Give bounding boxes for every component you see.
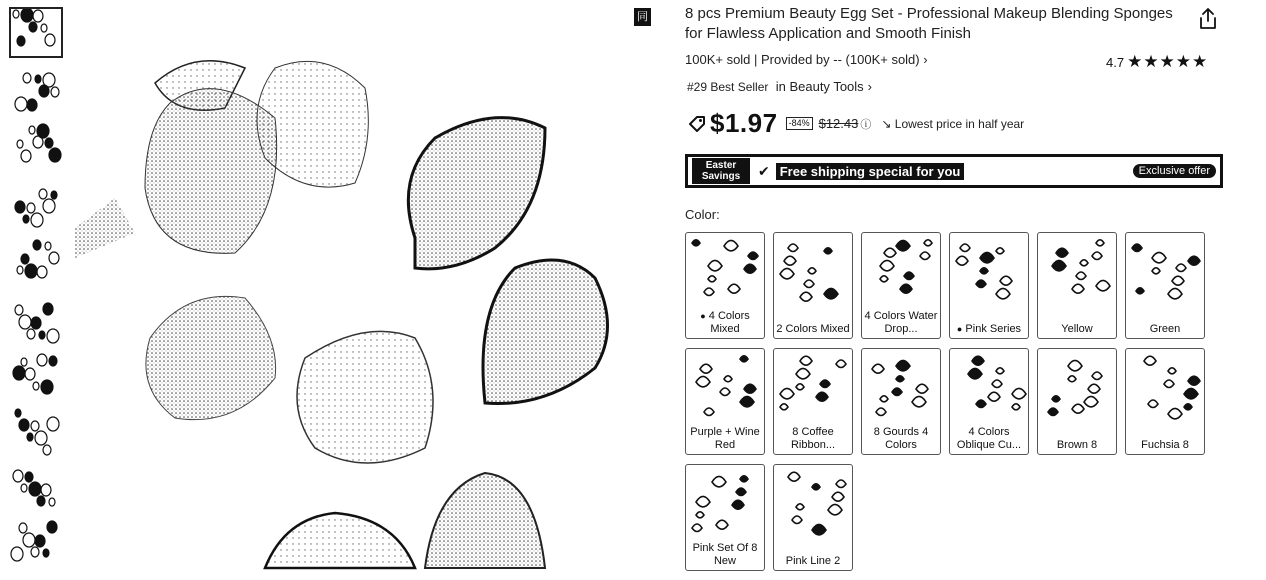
color-option-text: Fuchsia 8 <box>1141 438 1189 451</box>
color-option-text: 2 Colors Mixed <box>776 322 850 335</box>
thumbnail[interactable] <box>10 521 62 570</box>
thumbnail-image <box>10 179 62 228</box>
drop-icon: ● <box>956 323 963 334</box>
color-option[interactable] <box>949 232 1029 339</box>
thumbnail-image <box>10 464 62 513</box>
promo-banner[interactable] <box>685 154 1223 188</box>
color-option-text: 4 Colors Mixed <box>708 310 750 335</box>
rank-category: in Beauty Tools <box>775 79 864 94</box>
sponge-photo <box>75 8 631 568</box>
color-option[interactable] <box>773 348 853 455</box>
trend-down-icon: ↘ <box>881 116 892 131</box>
discount-badge: -84% <box>786 117 813 130</box>
thumbnail[interactable] <box>10 179 62 228</box>
current-price: $1.97 <box>710 108 778 138</box>
color-option-image <box>864 235 938 307</box>
color-option-image <box>1040 351 1114 423</box>
info-icon[interactable]: ⓘ <box>860 118 872 131</box>
thumbnail[interactable] <box>10 8 62 57</box>
thumbnail[interactable] <box>10 350 62 399</box>
color-option-text: Pink Line 2 <box>785 554 841 567</box>
color-option-image <box>952 351 1026 423</box>
color-option[interactable] <box>685 232 765 339</box>
color-option-label <box>776 309 850 335</box>
original-price: $12.43 <box>818 116 859 131</box>
color-option-text: Pink Set Of 8 New <box>692 542 758 567</box>
color-option[interactable] <box>1037 232 1117 339</box>
share-icon[interactable] <box>1197 7 1219 31</box>
rating[interactable] <box>1106 52 1209 72</box>
color-option-label <box>1040 425 1114 451</box>
best-seller-rank[interactable] <box>687 79 872 94</box>
color-option[interactable] <box>861 348 941 455</box>
thumbnail[interactable] <box>10 293 62 342</box>
color-option[interactable] <box>773 464 853 571</box>
drop-icon: ● <box>700 311 706 321</box>
color-option-label <box>952 309 1026 335</box>
check-icon: ✔ <box>758 162 770 179</box>
color-option[interactable] <box>685 348 765 455</box>
color-option-label <box>776 425 850 451</box>
color-option-text: Yellow <box>1061 322 1093 335</box>
color-option-image <box>688 467 762 539</box>
color-option[interactable] <box>861 232 941 339</box>
color-option[interactable] <box>1037 348 1117 455</box>
main-product-image[interactable] <box>75 8 648 568</box>
color-option[interactable] <box>773 232 853 339</box>
lowest-price-note <box>881 117 1024 131</box>
color-option-text: Brown 8 <box>1056 438 1098 451</box>
product-title: 8 pcs Premium Beauty Egg Set - Professional Makeup Blending Sponges for Flawless Application and Smooth Finish <box>685 5 1173 42</box>
find-similar-badge[interactable]: 同款同款 <box>634 8 651 26</box>
color-option-image <box>776 467 850 539</box>
price-row <box>688 108 1024 139</box>
color-option-image <box>1040 235 1114 307</box>
rating-value: 4.7 <box>1106 54 1125 70</box>
thumbnail-rail <box>10 8 62 578</box>
color-option-label <box>688 309 762 335</box>
color-option-label <box>688 541 762 567</box>
color-option[interactable] <box>1125 232 1205 339</box>
color-options <box>685 232 1225 571</box>
color-option-image <box>688 235 762 307</box>
color-option-label <box>688 425 762 451</box>
color-option-label <box>1040 309 1114 335</box>
color-option-image <box>1128 351 1202 423</box>
color-option-image <box>776 351 850 423</box>
color-option-label <box>864 425 938 451</box>
chevron-right-icon: › <box>867 79 873 94</box>
thumbnail-image <box>10 65 62 114</box>
color-option-image <box>688 351 762 423</box>
color-option-label <box>1128 309 1202 335</box>
color-label: Color: <box>685 207 720 222</box>
thumbnail[interactable] <box>10 236 62 285</box>
thumbnail-image <box>10 407 62 456</box>
lowest-price-text: Lowest price in half year <box>894 116 1025 131</box>
thumbnail-image <box>10 293 62 342</box>
color-option-text: Green <box>1149 322 1181 335</box>
color-option[interactable] <box>685 464 765 571</box>
color-option-text: Purple + Wine Red <box>690 426 760 451</box>
color-option-label <box>1128 425 1202 451</box>
thumbnail[interactable] <box>10 65 62 114</box>
color-option-text: 8 Gourds 4 Colors <box>873 426 929 451</box>
rank-text: #29 Best Seller <box>687 80 769 94</box>
sold-text: 100K+ sold | Provided by -- (100K+ sold) <box>685 52 920 67</box>
color-option-text: 4 Colors Water Drop... <box>864 310 938 335</box>
thumbnail-image <box>10 350 62 399</box>
color-option-image <box>864 351 938 423</box>
exclusive-offer-badge: Exclusive offer <box>1133 164 1216 178</box>
color-option-image <box>776 235 850 307</box>
color-option-label <box>864 309 938 335</box>
thumbnail[interactable] <box>10 407 62 456</box>
color-option-text: Pink Series <box>965 322 1022 335</box>
color-option-label <box>952 425 1026 451</box>
color-option-label <box>776 541 850 567</box>
thumbnail-image <box>10 122 62 171</box>
price-tag-icon <box>688 115 706 133</box>
color-option[interactable] <box>949 348 1029 455</box>
easter-savings-badge: Easter Savings <box>692 158 750 184</box>
thumbnail-image <box>10 236 62 285</box>
thumbnail-image <box>10 521 62 570</box>
free-shipping-text: Free shipping special for you <box>776 163 965 180</box>
color-option[interactable] <box>1125 348 1205 455</box>
thumbnail[interactable] <box>10 464 62 513</box>
thumbnail[interactable] <box>10 122 62 171</box>
star-rating-icon: ★★★★★ <box>1127 52 1209 71</box>
sold-and-provider[interactable] <box>685 52 928 67</box>
thumbnail-image <box>10 8 62 57</box>
color-option-text: 4 Colors Oblique Cu... <box>956 426 1022 451</box>
color-option-image <box>1128 235 1202 307</box>
color-option-image <box>952 235 1026 307</box>
chevron-right-icon: › <box>919 52 928 67</box>
color-option-text: 8 Coffee Ribbon... <box>790 426 836 451</box>
